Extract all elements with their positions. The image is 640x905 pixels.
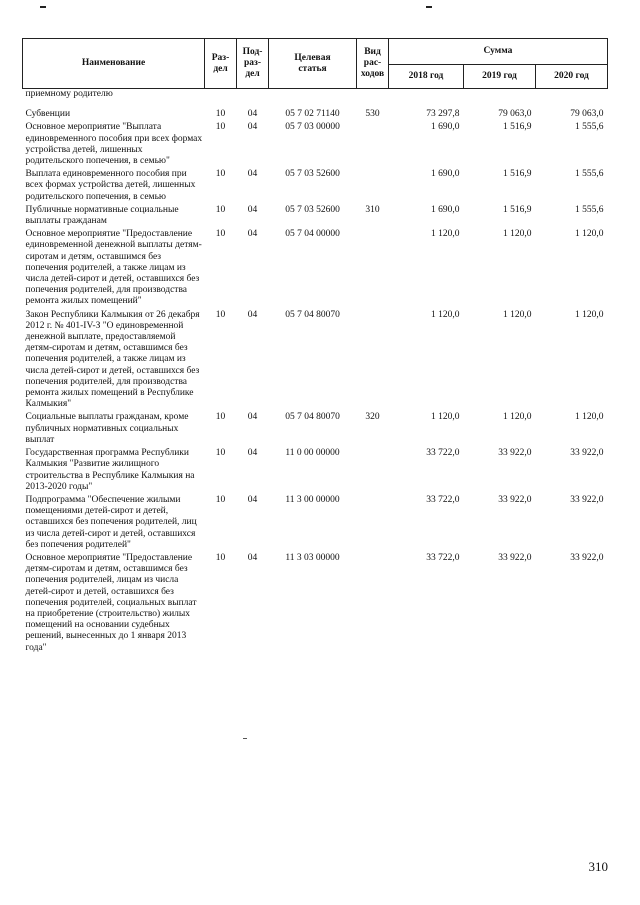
- cell-razdel: 10: [215, 229, 226, 240]
- cell-name: Основное мероприятие "Предоставление единовременной денежной выплаты детям-сиротам и детям, оставшимся без попечения родителей, а также лицам из числа детей-сирот и детей, оставшихся без попечения родителей, для производства ремонта жилых помещений": [25, 229, 202, 307]
- table-row: [23, 495, 608, 553]
- cell-razdel: 10: [215, 494, 226, 505]
- col-header-podrazdel: [237, 39, 269, 89]
- cell-vid: [357, 122, 389, 169]
- cell-sum-2020: 1 555,6: [575, 204, 604, 215]
- cell-target: 05 7 03 52600: [285, 204, 340, 215]
- col-header-2018: 2018 год: [389, 65, 464, 89]
- cell-razdel: [205, 89, 237, 103]
- cell-sum-2018: 1 690,0: [431, 122, 460, 133]
- table-body: [23, 89, 608, 656]
- col-header-name: Наименование: [23, 39, 205, 89]
- cell-sum-2020: 33 922,0: [570, 448, 604, 459]
- cell-sum-2018: 1 120,0: [431, 229, 460, 240]
- page-number: 310: [588, 859, 608, 874]
- cell-sum-2018: 1 690,0: [431, 169, 460, 180]
- cell-name: приемному родителю: [25, 89, 113, 99]
- table-row: [23, 205, 608, 229]
- cell-sum-2018: 1 120,0: [431, 412, 460, 423]
- cell-sum-2018: 33 722,0: [426, 494, 460, 505]
- cell-razdel: 10: [215, 448, 226, 459]
- cell-razdel: 10: [215, 412, 226, 423]
- budget-table: [22, 38, 608, 656]
- scan-mark-left: [40, 6, 46, 8]
- cell-target: 11 3 03 00000: [285, 552, 340, 563]
- cell-sum-2019: 1 120,0: [503, 309, 532, 320]
- cell-name: Социальные выплаты гражданам, кроме публичных нормативных социальных выплат: [25, 412, 189, 445]
- col-header-summa: Сумма: [389, 39, 608, 65]
- cell-sum-2019: [464, 89, 536, 103]
- table-row: [23, 448, 608, 495]
- cell-sum-2019: 1 516,9: [503, 204, 532, 215]
- cell-sum-2019: 33 922,0: [498, 552, 532, 563]
- cell-razdel: 10: [215, 552, 226, 563]
- cell-vid: 310: [365, 204, 380, 215]
- cell-sum-2019: 1 120,0: [503, 412, 532, 423]
- cell-name: Закон Республики Калмыкия от 26 декабря 2012 г. № 401-IV-З "О единовременной денежной выплате, предоставляемой детям-сиротам и детям, оставшимся без попечения родителей, а также лицам из числа детей-сирот и детей, оставшихся без попечения родителей, для производства ремонта жилых помещений в Республике Калмыкия": [25, 309, 200, 410]
- col-header-razdel: [205, 39, 237, 89]
- cell-name: Подпрограмма "Обеспечение жилыми помещениями детей-сирот и детей, оставшихся без попечения родителей, лиц из числа детей-сирот и детей, оставшихся без попечения родителей": [25, 494, 197, 550]
- cell-podrazdel: 04: [247, 229, 258, 240]
- cell-target: 11 0 00 00000: [285, 448, 340, 459]
- cell-target: [269, 89, 357, 103]
- cell-name: Публичные нормативные социальные выплаты гражданам: [25, 204, 179, 227]
- target-label: Целевая статья: [294, 52, 331, 74]
- stray-mark: [243, 738, 247, 739]
- cell-podrazdel: 04: [247, 552, 258, 563]
- cell-target: 05 7 04 80070: [285, 412, 340, 423]
- cell-razdel: 10: [215, 309, 226, 320]
- table-row: [23, 553, 608, 656]
- cell-sum-2018: [389, 89, 464, 103]
- cell-sum-2018: 1 690,0: [431, 204, 460, 215]
- cell-podrazdel: 04: [247, 309, 258, 320]
- cell-target: 05 7 03 00000: [285, 122, 340, 133]
- cell-razdel: 10: [215, 169, 226, 180]
- cell-vid: [357, 169, 389, 205]
- table-row: [23, 229, 608, 309]
- col-header-2019: 2019 год: [464, 65, 536, 89]
- cell-sum-2020: 1 555,6: [575, 122, 604, 133]
- scan-mark-right: [426, 6, 432, 8]
- cell-sum-2019: 1 516,9: [503, 169, 532, 180]
- podrazdel-label: Под- раз- дел: [242, 47, 263, 79]
- table-row: [23, 89, 608, 103]
- cell-sum-2020: 1 555,6: [575, 169, 604, 180]
- cell-sum-2020: 79 063,0: [570, 109, 604, 120]
- cell-sum-2020: [536, 89, 608, 103]
- cell-podrazdel: 04: [247, 204, 258, 215]
- cell-vid: [357, 89, 389, 103]
- col-header-target: [269, 39, 357, 89]
- cell-sum-2020: 33 922,0: [570, 552, 604, 563]
- cell-vid: [357, 553, 389, 656]
- cell-vid: [357, 310, 389, 413]
- cell-target: 05 7 04 00000: [285, 229, 340, 240]
- cell-razdel: 10: [215, 122, 226, 133]
- cell-podrazdel: 04: [247, 122, 258, 133]
- cell-vid: [357, 229, 389, 309]
- cell-target: 05 7 03 52600: [285, 169, 340, 180]
- cell-razdel: 10: [215, 109, 226, 120]
- col-header-vid: [357, 39, 389, 89]
- cell-sum-2020: 1 120,0: [575, 412, 604, 423]
- cell-sum-2018: 73 297,8: [426, 109, 460, 120]
- cell-podrazdel: 04: [247, 448, 258, 459]
- cell-name: Субвенции: [25, 109, 71, 120]
- vid-label: Вид рас- ходов: [360, 47, 385, 79]
- cell-sum-2018: 33 722,0: [426, 448, 460, 459]
- cell-sum-2019: 1 120,0: [503, 229, 532, 240]
- table-row: [23, 122, 608, 169]
- cell-target: 05 7 02 71140: [285, 109, 340, 120]
- razdel-label: Раз- дел: [211, 52, 230, 74]
- cell-sum-2020: 33 922,0: [570, 494, 604, 505]
- cell-target: 11 3 00 00000: [285, 494, 340, 505]
- cell-name: Основное мероприятие "Предоставление детям-сиротам и детям, оставшимся без попечения родителей, лицам из числа детей-сирот и детей, оставшихся без попечения родителей, социальных выплат на приобретение (строительство) жилых помещений на основании судебных решений, вынесенных до 1 января 2013 года": [25, 552, 197, 653]
- cell-sum-2019: 33 922,0: [498, 448, 532, 459]
- cell-sum-2019: 33 922,0: [498, 494, 532, 505]
- cell-podrazdel: 04: [247, 412, 258, 423]
- cell-podrazdel: 04: [247, 109, 258, 120]
- cell-name: Государственная программа Республики Калмыкия "Развитие жилищного строительства в Республике Калмыкия на 2013-2020 годы": [25, 448, 195, 492]
- cell-vid: [357, 448, 389, 495]
- table-row: [23, 102, 608, 122]
- table-row: [23, 412, 608, 448]
- cell-name: Основное мероприятие "Выплата единовременного пособия при всех формах устройства детей, лишенных родительского попечения, в семью": [25, 122, 203, 167]
- cell-podrazdel: 04: [247, 169, 258, 180]
- cell-podrazdel: [237, 89, 269, 103]
- cell-sum-2018: 1 120,0: [431, 309, 460, 320]
- cell-vid: 320: [365, 412, 380, 423]
- cell-sum-2019: 1 516,9: [503, 122, 532, 133]
- cell-vid: 530: [365, 109, 380, 120]
- cell-sum-2020: 1 120,0: [575, 309, 604, 320]
- table-row: [23, 310, 608, 413]
- cell-podrazdel: 04: [247, 494, 258, 505]
- cell-sum-2019: 79 063,0: [498, 109, 532, 120]
- cell-vid: [357, 495, 389, 553]
- cell-razdel: 10: [215, 204, 226, 215]
- col-header-2020: 2020 год: [536, 65, 608, 89]
- table-row: [23, 169, 608, 205]
- cell-sum-2018: 33 722,0: [426, 552, 460, 563]
- cell-target: 05 7 04 80070: [285, 309, 340, 320]
- cell-name: Выплата единовременного пособия при всех формах устройства детей, лишенных родительского попечения, в семью: [25, 169, 196, 202]
- cell-sum-2020: 1 120,0: [575, 229, 604, 240]
